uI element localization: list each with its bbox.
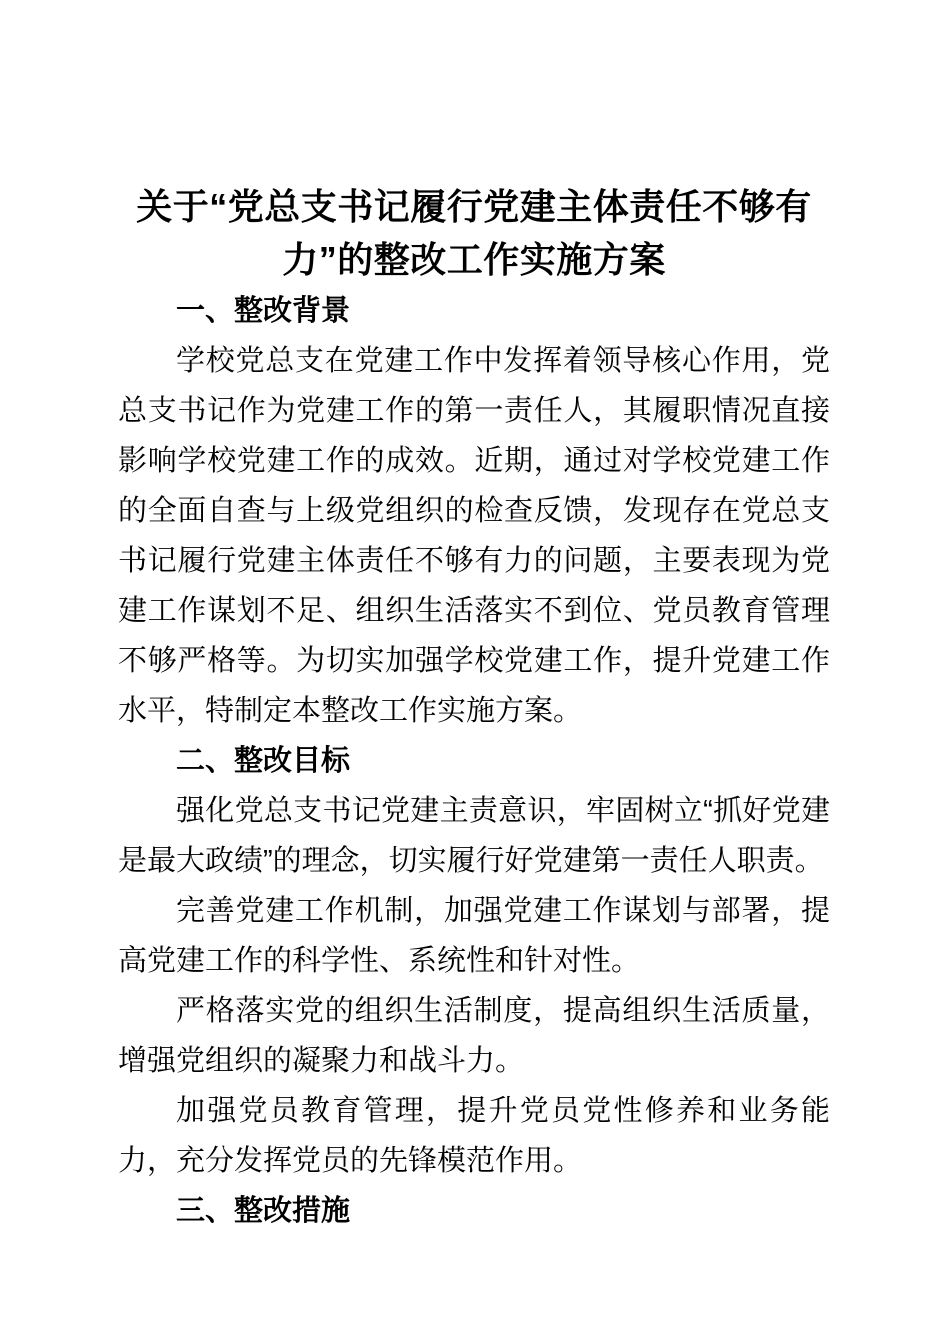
document-title: 关于“党总支书记履行党建主体责任不够有力”的整改工作实施方案 <box>136 186 812 280</box>
section-heading-1: 一、整改背景 <box>176 295 351 327</box>
section-heading-2: 二、整改目标 <box>176 745 351 777</box>
paragraph: 完善党建工作机制，加强党建工作谋划与部署，提高党建工作的科学性、系统性和针对性。 <box>118 895 830 977</box>
paragraph: 加强党员教育管理，提升党员党性修养和业务能力，充分发挥党员的先锋模范作用。 <box>118 1095 830 1177</box>
paragraph: 学校党总支在党建工作中发挥着领导核心作用，党总支书记作为党建工作的第一责任人，其履职情况直接影响学校党建工作的成效。近期，通过对学校党建工作的全面自查与上级党组织的检查反馈，发现存在党总支书记履行党建主体责任不够有力的问题，主要表现为党建工作谋划不足、组织生活落实不到位、党员教育管理不够严格等。为切实加强学校党建工作，提升党建工作水平，特制定本整改工作实施方案。 <box>118 345 830 727</box>
paragraph: 强化党总支书记党建主责意识，牢固树立“抓好党建是最大政绩”的理念，切实履行好党建第一责任人职责。 <box>118 795 830 877</box>
paragraph: 严格落实党的组织生活制度，提高组织生活质量，增强党组织的凝聚力和战斗力。 <box>118 995 830 1077</box>
document-body <box>118 286 830 1236</box>
section-heading-3: 三、整改措施 <box>176 1195 351 1227</box>
